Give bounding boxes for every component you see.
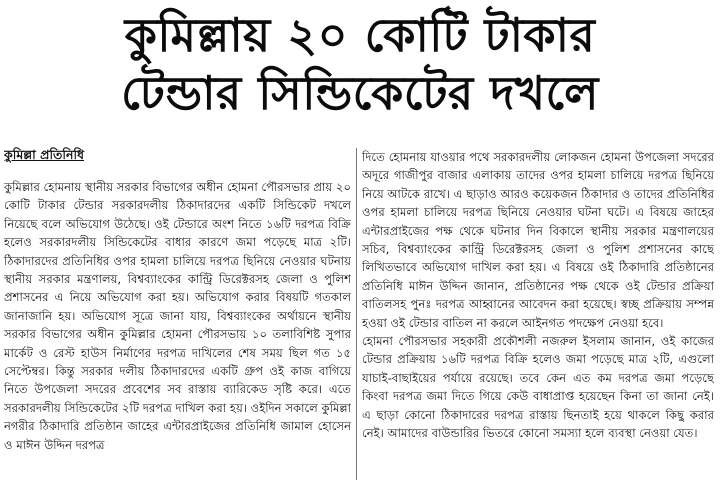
article-headline [0, 6, 720, 122]
article-column-left [4, 146, 351, 486]
article-paragraph: কুমিল্লার হোমনায় স্থানীয় সরকার বিভাগের অধীন হোমনা পৌরসভার প্রায় ২০ কোটি টাকার টেন্ডার সরকারদলীয় ঠিকাদারদের একটি সিন্ডিকেট দখলে নিয়েছে বলে অভিযোগ উঠেছে। ওই টেন্ডারে অংশ নিতে ১৬টি দরপত্র বিক্রি হলেও সরকারদলীয় সিন্ডিকেটের বাধার কারণে জমা পড়েছে মাত্র ২টি। ঠিকাদারদের প্রতিনিধির ওপর হামলা চালিয়ে দরপত্র ছিনিয়ে নেওয়ার ঘটনায় স্থানীয় সরকার মন্ত্রণালয়, বিশ্বব্যাংকের কান্ট্রি ডিরেক্টরসহ জেলা ও পুলিশ প্রশাসনের এ নিয়ে অভিযোগ করা হয়। অভিযোগ করার বিষয়টি গতকাল জানাজানি হয়। অভিযোগ সূত্রে জানা যায়, বিশ্বব্যাংকের অর্থায়নে স্থানীয় সরকার বিভাগের অধীন কুমিল্লার হোমনা পৌরসভায় ১০ তলাবিশিষ্ট সুপার মার্কেট ও রেস্ট হাউস নির্মাণের দরপত্র দাখিলের শেষ সময় ছিল গত ১৫ সেপ্টেম্বর। কিন্তু সরকার দলীয় ঠিকাদারদের একটি গ্রুপ ওই কাজ বাগিয়ে নিতে উপজেলা সদরের প্রবেশের সব রাস্তায় ব্যারিকেড সৃষ্টি করে। এতে সরকারদলীয় সিন্ডিকেটের ২টি দরপত্র দাখিল করা হয়। ওইদিন সকালে কুমিল্লা নগরীর ঠিকাদারি প্রতিষ্ঠান জাহের এন্টারপ্রাইজের প্রতিনিধি জামাল হোসেন ও মাঈন উদ্দিন দরপত্র [4, 180, 351, 452]
column-divider [356, 148, 357, 480]
article-paragraph: দিতে হোমনায় যাওয়ার পথে সরকারদলীয় লোকজন হোমনা উপজেলা সদরের অদূরে গাজীপুর বাজার এলাকায় তাদের ওপর হামলা চালিয়ে দরপত্র ছিনিয়ে নিয়ে আটকে রাখে। এ ছাড়াও আরও কয়েকজন ঠিকাদার ও তাদের প্রতিনিধির ওপর হামলা চালিয়ে দরপত্র ছিনিয়ে নেওয়ার ঘটনা ঘটে। এ বিষয়ে জাহের এন্টারপ্রাইজের পক্ষ থেকে ঘটনার দিন বিকালে স্থানীয় সরকার মন্ত্রণালয়ের সচিব, বিশ্বব্যাংকের কান্ট্রি ডিরেক্টরসহ জেলা ও পুলিশ প্রশাসনের কাছে লিখিতভাবে অভিযোগ দাখিল করা হয়। এ বিষয়ে ওই ঠিকাদারি প্রতিষ্ঠানের প্রতিনিধি মাঈন উদ্দিন জানান, প্রতিষ্ঠানের পক্ষ থেকে ওই টেন্ডার প্রক্রিয়া বাতিলসহ পুনঃ দরপত্র আহ্বানের আবেদন করা হয়েছে। স্বচ্ছ প্রক্রিয়ায় সম্পন্ন হওয়া ওই টেন্ডার বাতিল না করলে আইনগত পদক্ষেপ নেওয়া হবে। [362, 150, 714, 330]
headline-line-1: কুমিল্লায় ২০ কোটি টাকার [124, 8, 596, 62]
article-column-right [362, 148, 714, 486]
byline: কুমিল্লা প্রতিনিধি [4, 147, 85, 162]
headline-line-2: টেন্ডার সিন্ডিকেটের দখলে [121, 66, 599, 120]
article-paragraph: হোমনা পৌরসভার সহকারী প্রকৌশলী নজরুল ইসলাম জানান, ওই কাজের টেন্ডার প্রক্রিয়ায় ১৬টি দরপত্র বিক্রি হলেও জমা পড়েছে মাত্র ২টি, এগুলো যাচাই-বাছাইয়ের পর্যায়ে রয়েছে। তবে কেন এত কম দরপত্র জমা পড়েছে কিংবা দরপত্র জমা দিতে গিয়ে কেউ বাধাপ্রাপ্ত হয়েছেন কিনা তা জানা নেই। এ ছাড়া কোনো ঠিকাদারের দরপত্র রাস্তায় ছিনতাই হয়ে থাকলে কিছু করার নেই। আমাদের বাউন্ডারির ভিতরে কোনো সমস্যা হলে ব্যবস্থা নেওয়া যেত। [362, 334, 714, 441]
